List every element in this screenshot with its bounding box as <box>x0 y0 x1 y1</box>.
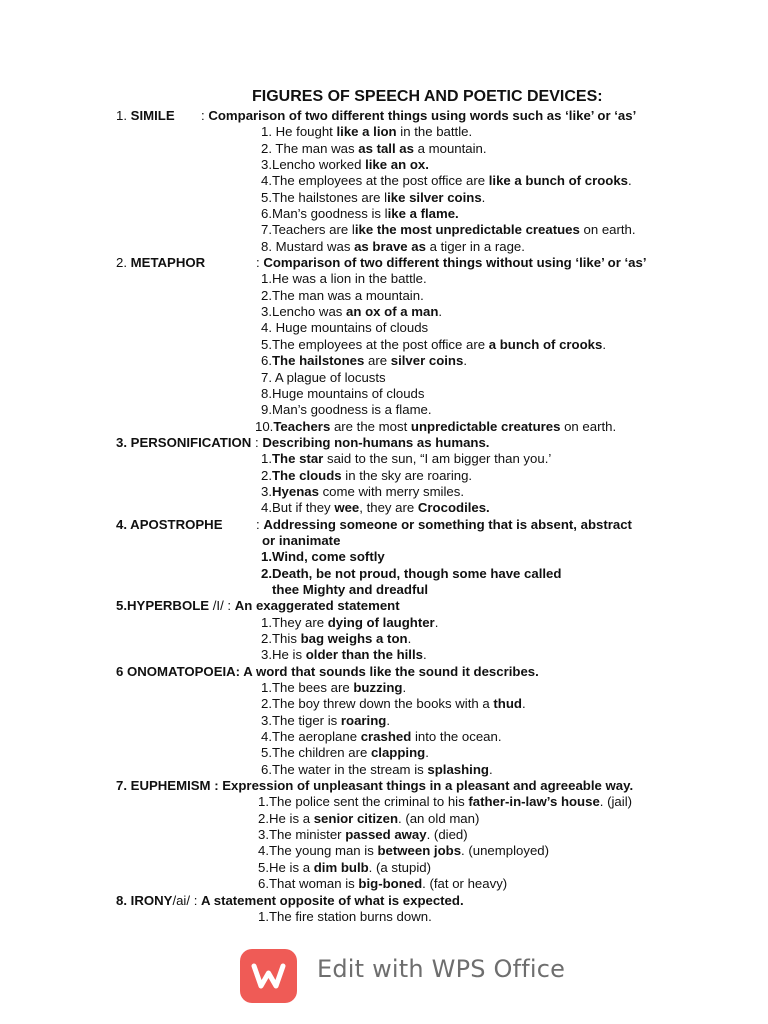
text-run: are <box>364 353 391 369</box>
text-run: 2.The man was a mountain. <box>261 287 424 303</box>
text-segment <box>261 500 490 516</box>
text-segment <box>261 680 406 696</box>
text-line <box>0 337 768 353</box>
text-run: 5.The hailstones are l <box>261 189 388 205</box>
text-segment <box>261 402 432 418</box>
text-run: 1.The bees are <box>261 680 354 696</box>
bold-text-run: crashed <box>360 729 412 745</box>
text-line <box>0 173 768 189</box>
text-run: . <box>488 761 493 777</box>
text-run: 2. <box>261 467 272 483</box>
bold-text-run: thud <box>493 696 522 712</box>
bold-text-run: roaring <box>340 712 387 728</box>
text-segment <box>116 778 633 794</box>
text-line <box>0 680 768 696</box>
text-segment <box>258 860 431 876</box>
text-segment <box>261 729 502 745</box>
text-line <box>0 239 768 255</box>
text-segment <box>255 419 616 435</box>
text-run: /I/ : <box>209 598 235 614</box>
text-line <box>0 566 768 582</box>
text-line <box>0 827 768 843</box>
text-line <box>0 598 768 614</box>
text-run: on earth. <box>560 418 617 434</box>
text-line <box>0 778 768 794</box>
text-run: . (a stupid) <box>368 859 431 875</box>
text-run: 3.He is <box>261 647 306 663</box>
text-run: . <box>402 680 407 696</box>
text-line <box>0 304 768 320</box>
text-line <box>0 517 768 533</box>
text-run: 3.Lencho worked <box>261 157 366 173</box>
text-run: . (an old man) <box>398 810 480 826</box>
text-run: 7.Teachers are l <box>261 222 355 238</box>
bold-text-run: buzzing <box>353 680 403 696</box>
text-run: : <box>251 434 263 450</box>
text-segment <box>256 255 647 271</box>
bold-text-run: bag weighs a ton <box>300 631 408 646</box>
text-line <box>0 549 768 565</box>
text-line <box>0 435 768 451</box>
bold-text-run: wee <box>334 500 360 516</box>
text-run: 2. <box>116 255 131 271</box>
text-line <box>0 271 768 287</box>
bold-text-run: 4. APOSTROPHE <box>116 516 223 532</box>
text-segment <box>261 190 485 206</box>
text-run: /ai/ : <box>172 892 202 908</box>
text-run: . (died) <box>426 827 468 843</box>
bold-text-run: 5.HYPERBOLE <box>116 598 210 614</box>
text-segment <box>116 664 539 680</box>
text-segment <box>261 451 551 467</box>
text-line <box>0 370 768 386</box>
text-segment <box>261 713 390 729</box>
text-segment <box>258 843 549 859</box>
text-segment <box>261 222 636 238</box>
bold-text-run: dim bulb <box>313 859 369 875</box>
text-line <box>0 696 768 712</box>
text-run: 2.He is a <box>258 810 314 826</box>
text-line <box>0 615 768 631</box>
bold-text-run: as brave as <box>354 238 426 254</box>
bold-text-run: passed away <box>345 827 427 843</box>
text-run: 3.The minister <box>258 827 346 843</box>
text-run: 5.The children are <box>261 745 371 761</box>
document-body <box>0 108 768 925</box>
text-line <box>0 320 768 336</box>
text-run: . <box>463 353 467 369</box>
text-run: 1.The police sent the criminal to his <box>258 794 469 810</box>
text-line <box>0 124 768 140</box>
bold-text-run: An exaggerated statement <box>234 598 400 614</box>
bold-text-run: 8. IRONY <box>116 892 173 908</box>
text-line <box>0 860 768 876</box>
text-run: 1. He fought <box>261 124 337 140</box>
text-line <box>0 500 768 516</box>
bold-text-run: 1.Wind, come softly <box>261 549 385 565</box>
text-run: 1. <box>116 108 131 123</box>
text-run: 1.The fire station burns down. <box>258 908 432 924</box>
text-run: . <box>521 696 526 712</box>
text-run: 4. Huge mountains of clouds <box>261 320 429 336</box>
text-run: 2. The man was <box>261 140 359 156</box>
bold-text-run: clapping <box>370 745 426 761</box>
text-segment <box>116 893 464 909</box>
bold-text-run: 3. PERSONIFICATION <box>116 434 252 450</box>
bold-text-run: ike the most unpredictable creatues <box>354 222 580 238</box>
text-segment <box>116 517 223 533</box>
text-segment <box>258 876 507 892</box>
text-line <box>0 451 768 467</box>
text-segment <box>261 631 411 647</box>
text-run: on earth. <box>579 222 636 238</box>
bold-text-run: ike a flame. <box>387 206 459 222</box>
bold-text-run: like an ox. <box>365 157 429 173</box>
bold-text-run: like a lion <box>336 124 397 140</box>
text-run: 8. Mustard was <box>261 238 355 254</box>
text-run: . <box>628 173 632 189</box>
bold-text-run: METAPHOR <box>130 255 206 271</box>
text-segment <box>261 173 632 189</box>
text-line <box>0 484 768 500</box>
text-run: . <box>407 631 412 646</box>
text-run: 5.He is a <box>258 859 314 875</box>
text-run: 1. <box>261 451 272 467</box>
text-line <box>0 353 768 369</box>
text-run: . <box>422 647 427 663</box>
text-line <box>0 762 768 778</box>
text-run: in the battle. <box>396 124 473 140</box>
text-segment <box>116 435 489 451</box>
bold-text-run: older than the hills <box>305 647 423 663</box>
text-run: 4.The aeroplane <box>261 729 361 745</box>
text-segment <box>261 239 525 255</box>
text-run: come with merry smiles. <box>318 483 465 499</box>
text-segment <box>116 598 400 614</box>
text-segment <box>261 337 606 353</box>
text-segment <box>261 353 467 369</box>
text-run: 4.But if they <box>261 500 335 516</box>
text-segment <box>261 762 493 778</box>
bold-text-run: dying of laughter <box>327 614 435 630</box>
text-run: 3.The tiger is <box>261 712 341 728</box>
text-run: 6.That woman is <box>258 876 359 892</box>
text-line <box>0 909 768 925</box>
text-line <box>0 190 768 206</box>
bold-text-run: an ox of a man <box>346 304 439 320</box>
text-line <box>0 876 768 892</box>
bold-text-run: big-boned <box>358 876 423 892</box>
bold-text-run: Addressing someone or something that is absent, abstract <box>263 516 632 532</box>
text-run: . <box>438 304 443 320</box>
text-line <box>0 255 768 271</box>
text-segment <box>258 811 479 827</box>
text-line <box>0 141 768 157</box>
bold-text-run: SIMILE <box>130 108 175 123</box>
text-run: . <box>481 189 486 205</box>
bold-text-run: unpredictable creatures <box>410 418 561 434</box>
text-segment <box>258 794 632 810</box>
text-run: 2.The boy threw down the books with a <box>261 696 494 712</box>
bold-text-run: or inanimate <box>262 532 341 548</box>
text-run: . (jail) <box>599 794 633 810</box>
text-run: 4.The young man is <box>258 843 378 859</box>
text-segment <box>261 468 472 484</box>
bold-text-run: 2.Death, be not proud, though some have called <box>261 565 562 581</box>
text-segment <box>261 647 427 663</box>
bold-text-run: 6 ONOMATOPOEIA: A word that sounds like the sound it describes. <box>116 663 539 679</box>
text-line <box>0 402 768 418</box>
text-segment <box>262 533 340 549</box>
text-run: . (fat or heavy) <box>422 876 508 892</box>
bold-text-run: The star <box>272 451 324 467</box>
text-run: : <box>201 108 209 123</box>
text-line <box>0 386 768 402</box>
text-segment <box>261 370 386 386</box>
text-line <box>0 664 768 680</box>
text-run: . <box>434 614 439 630</box>
bold-text-run: The hailstones <box>272 353 365 369</box>
text-run: . (unemployed) <box>461 843 550 859</box>
text-segment <box>272 582 428 598</box>
text-line <box>0 222 768 238</box>
text-run: 9.Man’s goodness is a flame. <box>261 402 432 418</box>
text-run: 6. <box>261 353 272 369</box>
text-segment <box>261 484 464 500</box>
text-run: 6.Man’s goodness is l <box>261 206 388 222</box>
text-run: 3.Lencho was <box>261 304 347 320</box>
text-line <box>0 468 768 484</box>
text-line <box>0 582 768 598</box>
text-segment <box>261 157 429 173</box>
text-run: 10. <box>255 418 274 434</box>
text-segment <box>258 827 468 843</box>
text-run: into the ocean. <box>411 729 502 745</box>
text-line <box>0 108 768 124</box>
text-line <box>0 631 768 647</box>
text-run: . <box>425 745 429 761</box>
text-line <box>0 729 768 745</box>
bold-text-run: Hyenas <box>272 483 319 499</box>
text-line <box>0 843 768 859</box>
text-run: 3. <box>261 483 272 499</box>
text-run: 5.The employees at the post office are <box>261 336 489 352</box>
text-line <box>0 288 768 304</box>
page-title: FIGURES OF SPEECH AND POETIC DEVICES: <box>252 88 603 105</box>
text-segment <box>261 288 424 304</box>
text-line <box>0 745 768 761</box>
text-line <box>0 206 768 222</box>
wps-watermark[interactable] <box>240 949 570 1005</box>
text-line <box>0 419 768 435</box>
text-segment <box>261 696 526 712</box>
text-segment <box>261 615 438 631</box>
bold-text-run: 7. EUPHEMISM : Expression of unpleasant things in a pleasant and agreeable way. <box>116 778 634 794</box>
bold-text-run: Comparison of two different things using words such as ‘like’ or ‘as’ <box>208 108 637 123</box>
text-segment <box>261 206 459 222</box>
text-segment <box>261 386 424 402</box>
text-segment <box>261 745 429 761</box>
text-segment <box>201 108 636 124</box>
bold-text-run: splashing <box>427 761 489 777</box>
text-run: : <box>256 255 264 271</box>
text-segment <box>261 566 561 582</box>
text-run: . <box>602 336 606 352</box>
text-run: a mountain. <box>413 140 487 156</box>
text-segment <box>116 108 175 124</box>
bold-text-run: a bunch of crooks <box>488 336 603 352</box>
text-line <box>0 647 768 663</box>
text-run: 1.He was a lion in the battle. <box>261 271 427 287</box>
text-line <box>0 811 768 827</box>
wps-watermark-text: Edit with WPS Office <box>317 955 566 983</box>
text-run: , they are <box>359 500 418 516</box>
text-line <box>0 893 768 909</box>
text-segment <box>116 255 205 271</box>
bold-text-run: silver coins <box>390 353 464 369</box>
text-line <box>0 794 768 810</box>
bold-text-run: The clouds <box>272 467 342 483</box>
text-run: : <box>256 516 264 532</box>
text-line <box>0 713 768 729</box>
text-segment <box>256 517 632 533</box>
bold-text-run: thee Mighty and dreadful <box>272 581 429 597</box>
text-segment <box>261 271 427 287</box>
bold-text-run: as tall as <box>358 140 414 156</box>
text-segment <box>261 549 385 565</box>
bold-text-run: Comparison of two different things without using ‘like’ or ‘as’ <box>263 255 647 271</box>
text-segment <box>261 124 472 140</box>
text-segment <box>261 304 442 320</box>
text-run: said to the sun, “I am bigger than you.’ <box>323 451 552 467</box>
wps-office-logo-icon <box>240 949 297 1003</box>
bold-text-run: ike silver coins <box>387 189 482 205</box>
text-line <box>0 533 768 549</box>
text-run: are the most <box>330 418 411 434</box>
bold-text-run: like a bunch of crooks <box>488 173 628 189</box>
text-run: 8.Huge mountains of clouds <box>261 385 425 401</box>
text-run: 7. A plague of locusts <box>261 369 386 385</box>
text-run: 4.The employees at the post office are <box>261 173 489 189</box>
bold-text-run: Crocodiles. <box>417 500 490 516</box>
text-segment <box>258 909 432 925</box>
text-run: 1.They are <box>261 614 328 630</box>
bold-text-run: Describing non-humans as humans. <box>262 434 490 450</box>
text-run: 2.This <box>261 631 301 646</box>
text-run: . <box>386 712 391 728</box>
bold-text-run: Teachers <box>273 418 331 434</box>
bold-text-run: A statement opposite of what is expected. <box>201 892 464 908</box>
bold-text-run: father-in-law’s house <box>468 794 600 810</box>
text-run: in the sky are roaring. <box>341 467 473 483</box>
text-line <box>0 157 768 173</box>
text-run: a tiger in a rage. <box>425 238 525 254</box>
text-run: 6.The water in the stream is <box>261 761 428 777</box>
text-segment <box>261 141 487 157</box>
bold-text-run: senior citizen <box>313 810 398 826</box>
text-segment <box>261 320 428 336</box>
bold-text-run: between jobs <box>377 843 462 859</box>
